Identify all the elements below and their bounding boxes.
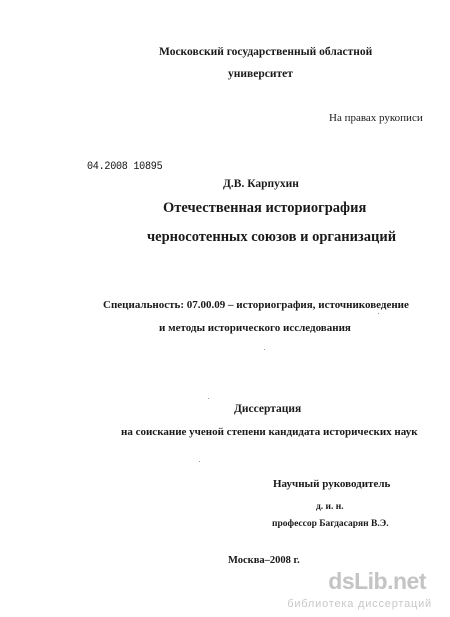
specialty-line1: Специальность: 07.00.09 – историография, источниковедение xyxy=(103,299,409,311)
specialty-line2: и методы исторического исследования xyxy=(159,322,351,334)
author-name: Д.В. Карпухин xyxy=(223,178,299,190)
watermark-tagline: библиотека диссертаций xyxy=(287,598,432,610)
library-stamp-number: 04.2008 10895 xyxy=(87,161,163,173)
supervisor-name: профессор Багдасарян В.Э. xyxy=(272,519,389,529)
institution-name-line2: университет xyxy=(228,68,293,80)
watermark-logo: dsLib.net xyxy=(328,568,426,594)
thesis-title-line1: Отечественная историография xyxy=(163,200,367,216)
thesis-title-line2: черносотенных союзов и организаций xyxy=(147,229,397,245)
scan-speck xyxy=(378,313,379,314)
institution-name-line1: Московский государственный областной xyxy=(159,46,373,58)
watermark xyxy=(274,568,444,614)
scan-speck xyxy=(199,461,200,462)
place-and-year: Москва–2008 г. xyxy=(228,555,300,566)
supervisor-title: Научный руководитель xyxy=(273,478,391,490)
scan-speck xyxy=(208,398,209,399)
rights-note: На правах рукописи xyxy=(329,112,423,124)
dissertation-label: Диссертация xyxy=(234,403,302,415)
scan-speck xyxy=(264,349,265,350)
degree-statement: на соискание ученой степени кандидата исторических наук xyxy=(121,426,418,438)
supervisor-degree: д. и. н. xyxy=(316,502,344,512)
